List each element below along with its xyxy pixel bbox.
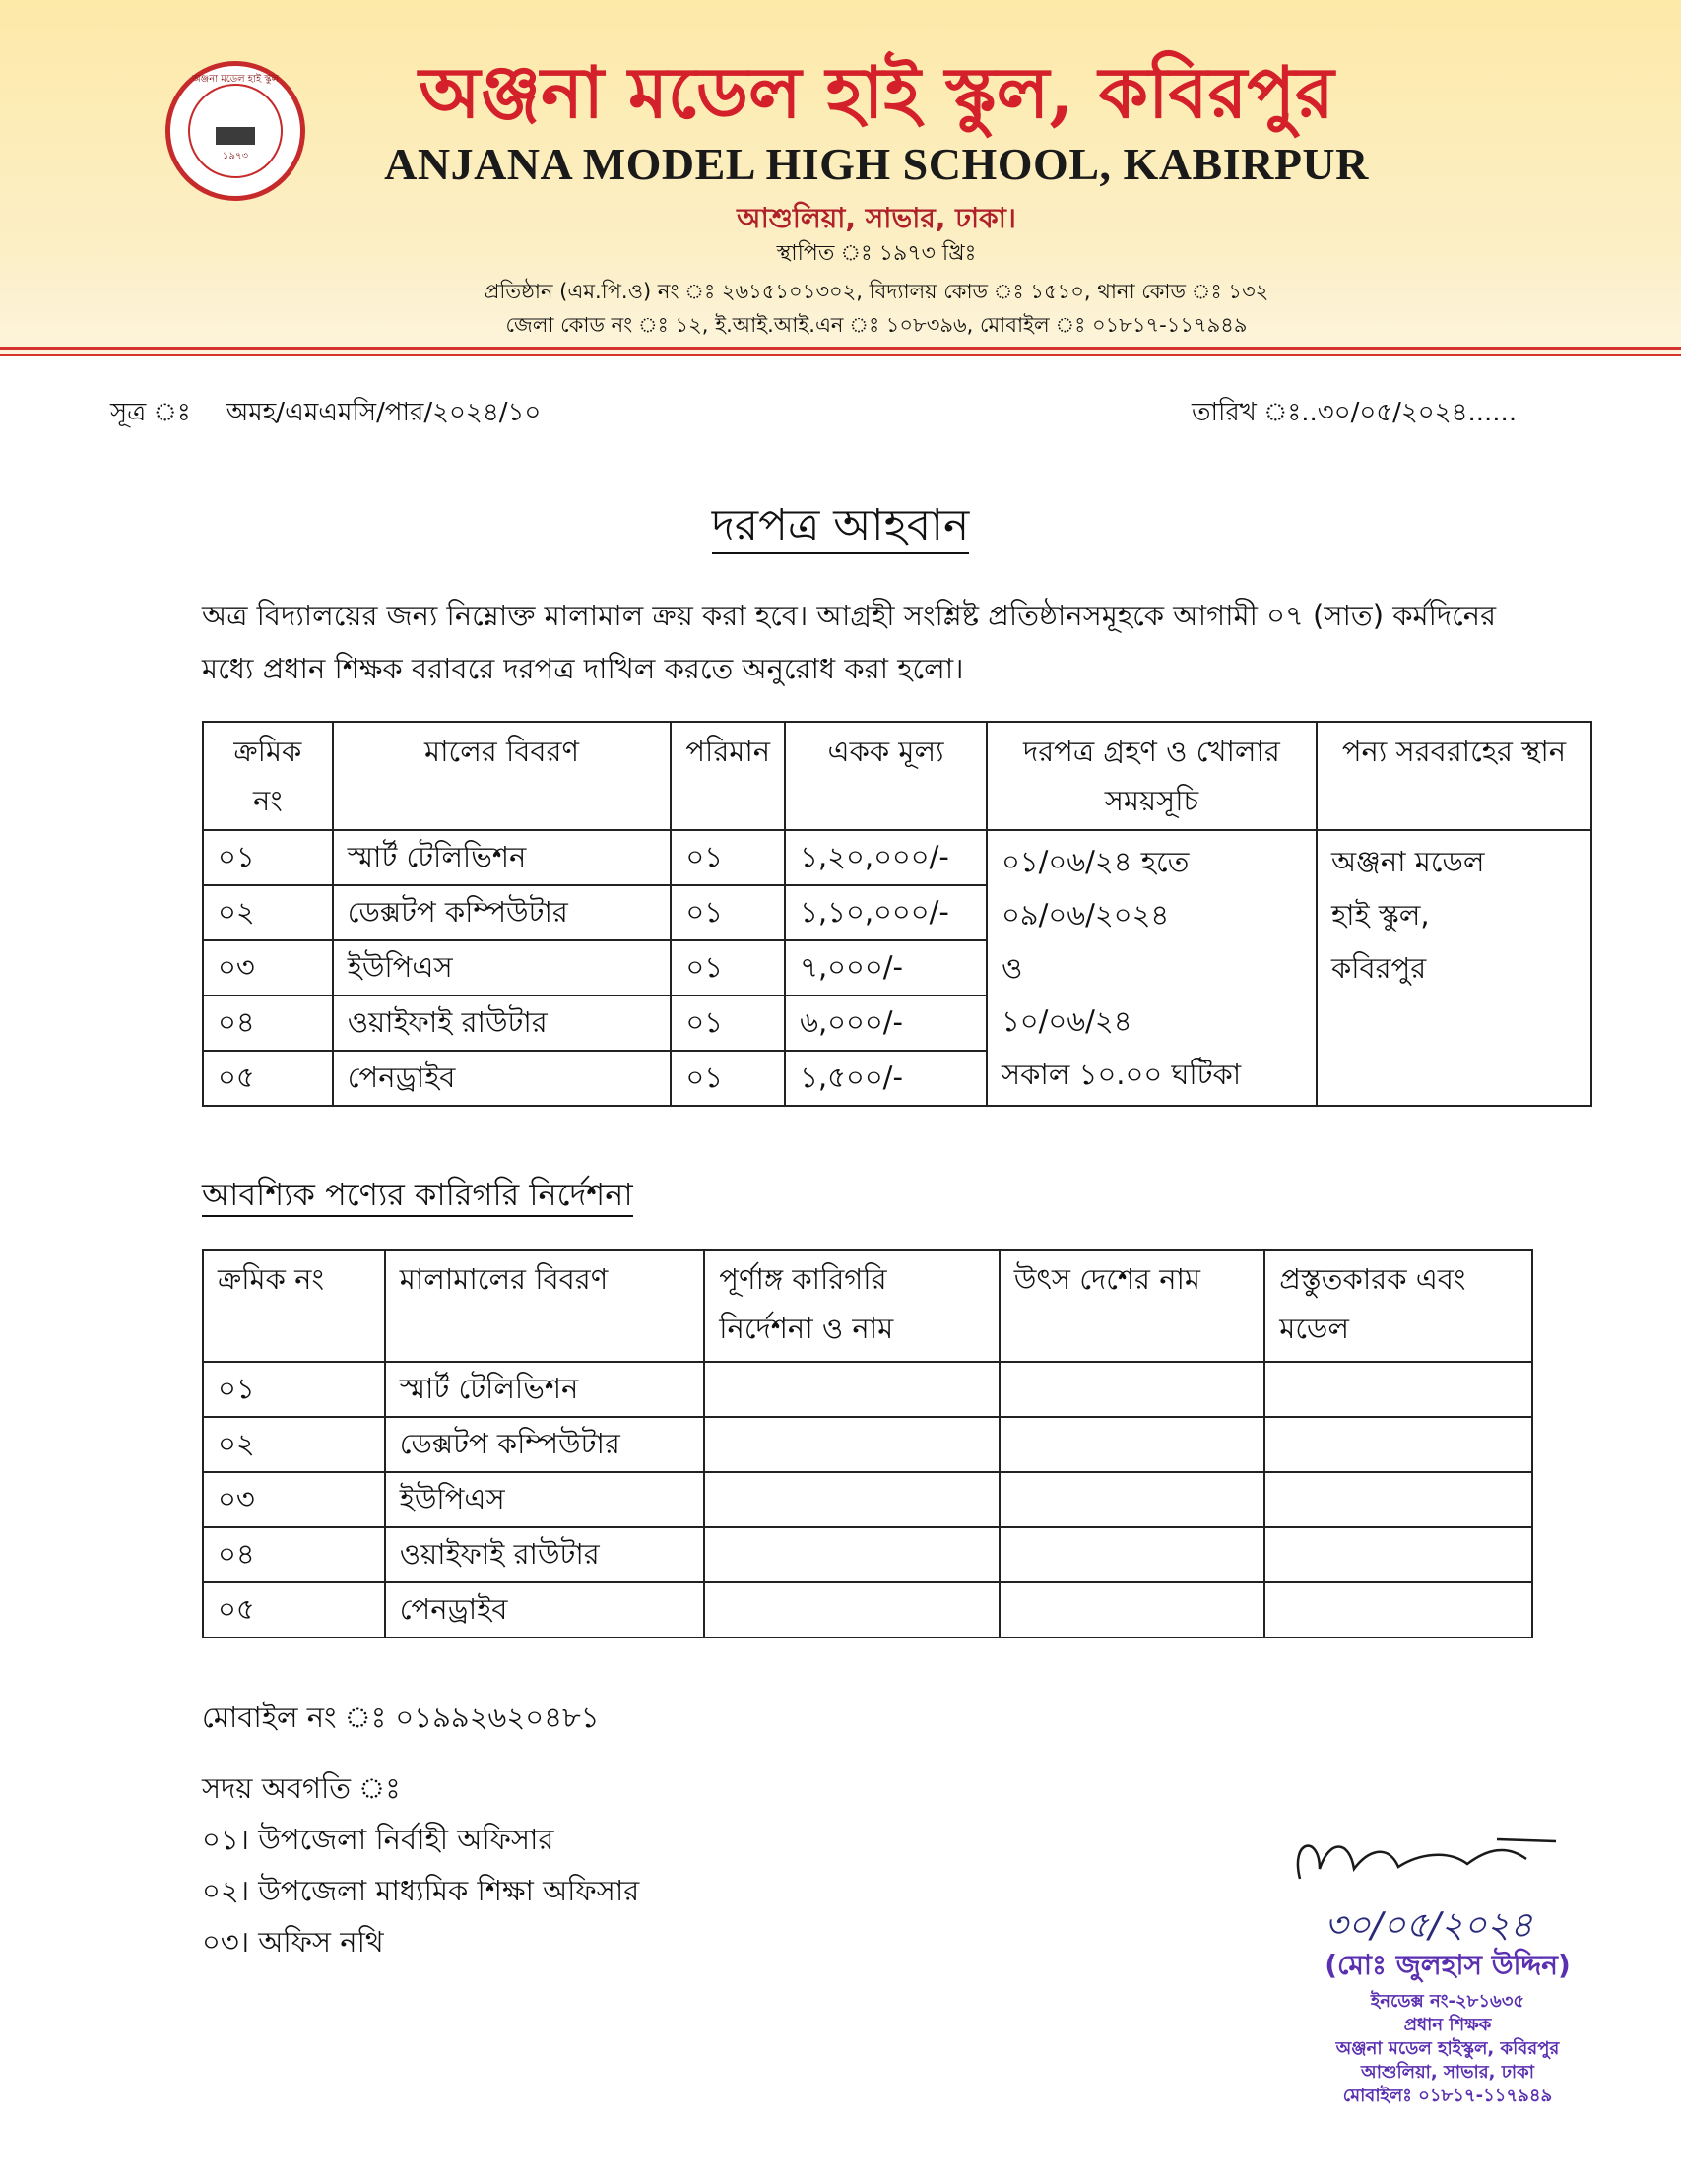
schedule-cell (987, 830, 1317, 1106)
official-seal (1261, 1944, 1635, 2108)
schedule-line: সকাল ১০.০০ ঘটিকা (1001, 1058, 1242, 1091)
school-name-english: ANJANA MODEL HIGH SCHOOL, KABIRPUR (384, 139, 1369, 189)
header-quantity: পরিমান (671, 722, 785, 830)
logo-year: ১৯৭৩ (223, 151, 248, 161)
item-cell: স্মার্ট টেলিভিশন (385, 1362, 705, 1417)
table-row (203, 1362, 1532, 1417)
empty-cell (1264, 1417, 1532, 1472)
table-row (203, 1417, 1532, 1472)
item-cell: স্মার্ট টেলিভিশন (333, 830, 672, 885)
page-title (0, 492, 1681, 564)
copy-to-item: ০২। উপজেলা মাধ্যমিক শিক্ষা অফিসার (202, 1874, 640, 1907)
serial-cell: ০৫ (203, 1582, 385, 1638)
item-cell: ডেক্সটপ কম্পিউটার (385, 1417, 705, 1472)
place-line: অঞ্জনা মডেল (1330, 845, 1485, 878)
empty-cell (704, 1417, 1000, 1472)
quantity-cell: ০১ (671, 830, 785, 885)
copy-to-list (202, 1763, 639, 1967)
handwritten-signature (1261, 1830, 1635, 1889)
district-codes: জেলা কোড নং ঃ ১২, ই.আই.আই.এন ঃ ১০৮৩৯৬, মোবাইল ঃ ০১৮১৭-১১৭৯৪৯ (505, 313, 1248, 337)
empty-cell (704, 1582, 1000, 1638)
header-schedule: দরপত্র গ্রহণ ও খোলার সময়সূচি (987, 722, 1317, 830)
header-unit-price: একক মূল্য (785, 722, 987, 830)
empty-cell (704, 1362, 1000, 1417)
empty-cell (1264, 1472, 1532, 1527)
table-header-row (203, 722, 1591, 830)
table-row (203, 830, 1591, 885)
serial-cell: ০৫ (203, 1051, 333, 1106)
empty-cell (704, 1527, 1000, 1582)
serial-cell: ০১ (203, 830, 333, 885)
empty-cell (1000, 1472, 1265, 1527)
empty-cell (1000, 1527, 1265, 1582)
school-name-bangla: অঞ্জনা মডেল হাই স্কুল, কবিরপুর (419, 50, 1334, 134)
schedule-line: ও (1001, 951, 1023, 985)
page-title-text: দরপত্র আহবান (712, 500, 969, 554)
schedule-line: ০১/০৬/২৪ হতে (1001, 845, 1190, 878)
book-icon (216, 127, 255, 145)
serial-cell: ০২ (203, 1417, 385, 1472)
schedule-line: ০৯/০৬/২০২৪ (1001, 898, 1170, 931)
reference-label: সূত্র ঃ (110, 398, 191, 427)
header-manufacturer-model: প্রস্তুতকারক এবং মডেল (1264, 1250, 1532, 1362)
letter-date: তারিখ ঃ..৩০/০৫/২০২৪...... (1192, 398, 1518, 427)
table-row (203, 1582, 1532, 1638)
schedule-line: ১০/০৬/২৪ (1001, 1004, 1132, 1038)
header-item: মালামালের বিবরণ (385, 1250, 705, 1362)
header-delivery-place: পন্য সরবরাহের স্থান (1317, 722, 1591, 830)
serial-cell: ০৪ (203, 996, 333, 1051)
quantity-cell: ০১ (671, 1051, 785, 1106)
tender-table (202, 721, 1592, 1107)
item-cell: ইউপিএস (385, 1472, 705, 1527)
item-cell: ওয়াইফাই রাউটার (385, 1527, 705, 1582)
item-cell: ওয়াইফাই রাউটার (333, 996, 672, 1051)
header-technical-spec: পূর্ণাঙ্গ কারিগরি নির্দেশনা ও নাম (704, 1250, 1000, 1362)
empty-cell (1264, 1527, 1532, 1582)
signatory-mobile: মোবাইলঃ ০১৮১৭-১১৭৯৪৯ (1342, 2086, 1553, 2106)
table-header-row (203, 1250, 1532, 1362)
serial-cell: ০৩ (203, 1472, 385, 1527)
table-row (203, 1527, 1532, 1582)
price-cell: ৭,০০০/- (785, 940, 987, 996)
institution-codes: প্রতিষ্ঠান (এম.পি.ও) নং ঃ ২৬১৫১০১৩০২, বিদ্যালয় কোড ঃ ১৫১০, থানা কোড ঃ ১৩২ (484, 280, 1269, 303)
established-year: স্থাপিত ঃ ১৯৭৩ খ্রিঃ (776, 241, 977, 266)
copy-to-title: সদয় অবগতি ঃ (202, 1771, 401, 1805)
price-cell: ১,৫০০/- (785, 1051, 987, 1106)
empty-cell (1264, 1582, 1532, 1638)
intro-paragraph: অত্র বিদ্যালয়ের জন্য নিম্নোক্ত মালামাল ক্রয় করা হবে। আগ্রহী সংশ্লিষ্ট প্রতিষ্ঠানসমূহকে আগামী ০৭ (সাত) কর্মদিনের মধ্যে প্রধান শিক্ষক বরাবরে দরপত্র দাখিল করতে অনুরোধ করা হলো। (202, 599, 1497, 685)
serial-cell: ০৪ (203, 1527, 385, 1582)
contact-mobile: মোবাইল নং ঃ ০১৯৯২৬২০৪৮১ (202, 1701, 600, 1734)
table-row (203, 1472, 1532, 1527)
copy-to-item: ০১। উপজেলা নির্বাহী অফিসার (202, 1823, 554, 1856)
school-address: আশুলিয়া, সাভার, ঢাকা। (737, 202, 1016, 234)
item-cell: পেনড্রাইব (385, 1582, 705, 1638)
empty-cell (1000, 1582, 1265, 1638)
header-serial: ক্রমিক নং (203, 1250, 385, 1362)
price-cell: ১,১০,০০০/- (785, 885, 987, 940)
serial-cell: ০১ (203, 1362, 385, 1417)
signatory-designation: প্রধান শিক্ষক (1403, 2015, 1492, 2035)
reference-line (110, 392, 541, 435)
quantity-cell: ০১ (671, 940, 785, 996)
letterhead-divider-thin (0, 354, 1681, 356)
item-cell: পেনড্রাইব (333, 1051, 672, 1106)
signatory-school: অঞ্জনা মডেল হাইস্কুল, কবিরপুর (1335, 2038, 1560, 2059)
price-cell: ৬,০০০/- (785, 996, 987, 1051)
letterhead-divider (0, 347, 1681, 350)
signature-date: ৩০/০৫/২০২৪ (1325, 1905, 1533, 1946)
copy-to-item: ০৩। অফিস নথি (202, 1925, 384, 1959)
serial-cell: ০২ (203, 885, 333, 940)
reference-number: অমহ/এমএমসি/পার/২০২৪/১০ (226, 398, 542, 427)
logo-top-text: অঞ্জনা মডেল হাই স্কুল (191, 74, 279, 85)
spec-section-title-text: আবশ্যিক পণ্যের কারিগরি নির্দেশনা (202, 1176, 633, 1217)
school-logo (165, 61, 305, 201)
place-line: হাই স্কুল, (1330, 898, 1430, 931)
quantity-cell: ০১ (671, 885, 785, 940)
delivery-place-cell (1317, 830, 1591, 1106)
price-cell: ১,২০,০০০/- (785, 830, 987, 885)
spec-table (202, 1249, 1533, 1638)
empty-cell (1000, 1362, 1265, 1417)
serial-cell: ০৩ (203, 940, 333, 996)
signatory-index: ইনডেক্স নং-২৮১৬৩৫ (1370, 1991, 1525, 2012)
signatory-name: (মোঃ জুলহাস উদ্দিন) (1325, 1949, 1571, 1981)
signatory-address: আশুলিয়া, সাভার, ঢাকা (1361, 2062, 1534, 2083)
header-serial: ক্রমিক নং (203, 722, 333, 830)
spec-section-title (202, 1170, 633, 1223)
header-origin-country: উৎস দেশের নাম (1000, 1250, 1265, 1362)
header-item: মালের বিবরণ (333, 722, 672, 830)
empty-cell (1264, 1362, 1532, 1417)
place-line: কবিরপুর (1330, 951, 1427, 985)
quantity-cell: ০১ (671, 996, 785, 1051)
empty-cell (1000, 1417, 1265, 1472)
empty-cell (704, 1472, 1000, 1527)
letterhead (0, 0, 1681, 354)
logo-inner-ring (188, 84, 283, 178)
item-cell: ইউপিএস (333, 940, 672, 996)
item-cell: ডেক্সটপ কম্পিউটার (333, 885, 672, 940)
